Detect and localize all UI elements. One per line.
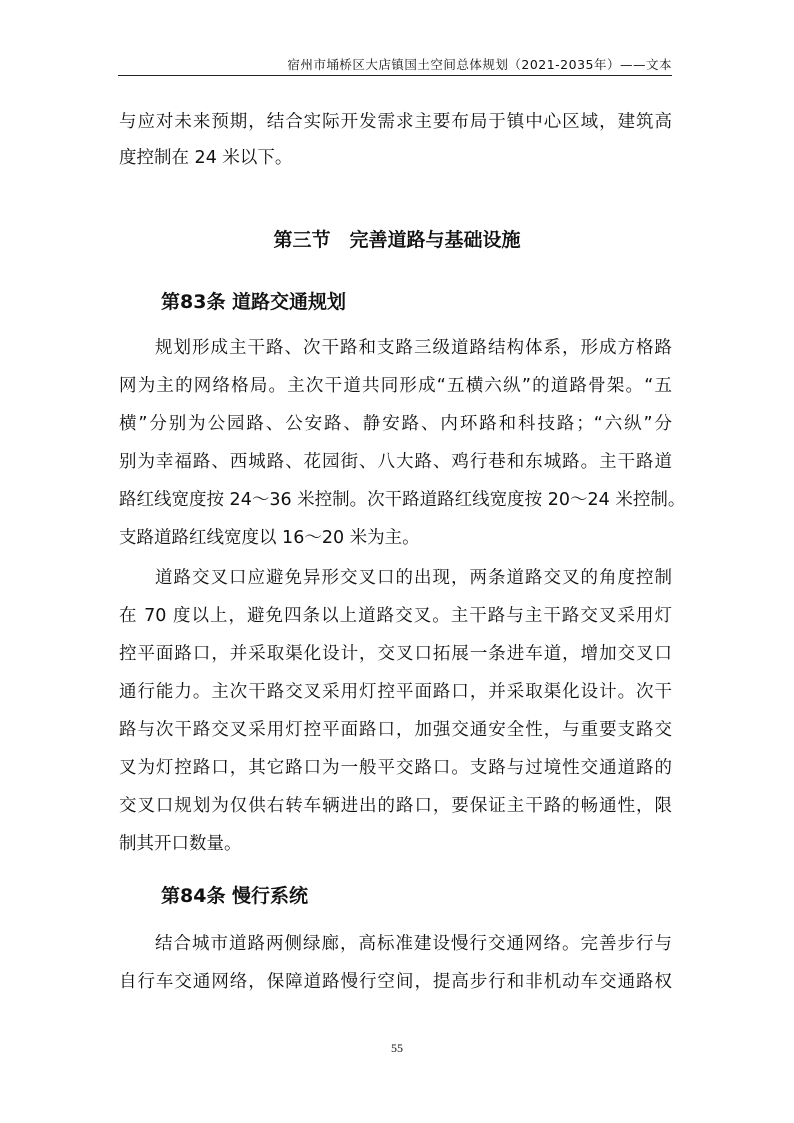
article-84-title: 第84条 慢行系统 xyxy=(161,885,309,907)
text-line: 路与次干路交叉采用灯控平面路口，加强交通安全性，与重要支路交 xyxy=(119,720,672,740)
text-line: 自行车交通网络，保障道路慢行空间，提高步行和非机动车交通路权 xyxy=(119,972,672,992)
text-line: 网为主的网络格局。主次干道共同形成“五横六纵”的道路骨架。“五 xyxy=(119,376,672,396)
text-line: 度控制在 24 米以下。 xyxy=(119,148,293,168)
text-line: 横”分别为公园路、公安路、静安路、内环路和科技路；“六纵”分 xyxy=(119,414,672,434)
text-line: 道路交叉口应避免异形交叉口的出现，两条道路交叉的角度控制 xyxy=(155,568,672,588)
section-title: 第三节 完善道路与基础设施 xyxy=(273,229,521,251)
text-line: 通行能力。主次干路交叉采用灯控平面路口，并采取渠化设计。次干 xyxy=(119,682,672,702)
text-line: 与应对未来预期，结合实际开发需求主要布局于镇中心区域，建筑高 xyxy=(119,112,672,132)
text-line: 交叉口规划为仅供右转车辆进出的路口，要保证主干路的畅通性，限 xyxy=(119,796,672,816)
text-line: 制其开口数量。 xyxy=(119,834,242,854)
page-number: 55 xyxy=(391,1041,403,1055)
text-line: 规划形成主干路、次干路和支路三级道路结构体系，形成方格路 xyxy=(155,338,672,358)
text-line: 支路道路红线宽度以 16～20 米为主。 xyxy=(119,528,420,548)
text-line: 在 70 度以上，避免四条以上道路交叉。主干路与主干路交叉采用灯 xyxy=(119,606,672,626)
text-line: 控平面路口，并采取渠化设计，交叉口拓展一条进车道，增加交叉口 xyxy=(119,644,672,664)
article-83-title: 第83条 道路交通规划 xyxy=(161,291,347,313)
header-divider xyxy=(118,75,672,76)
text-line: 路红线宽度按 24～36 米控制。次干路道路红线宽度按 20～24 米控制。 xyxy=(119,490,686,510)
text-line: 结合城市道路两侧绿廊，高标准建设慢行交通网络。完善步行与 xyxy=(155,934,672,954)
running-header: 宿州市埇桥区大店镇国土空间总体规划（2021-2035年）——文本 xyxy=(287,57,672,72)
text-line: 叉为灯控路口，其它路口为一般平交路口。支路与过境性交通道路的 xyxy=(119,758,672,778)
text-line: 别为幸福路、西城路、花园街、八大路、鸡行巷和东城路。主干路道 xyxy=(119,452,672,472)
